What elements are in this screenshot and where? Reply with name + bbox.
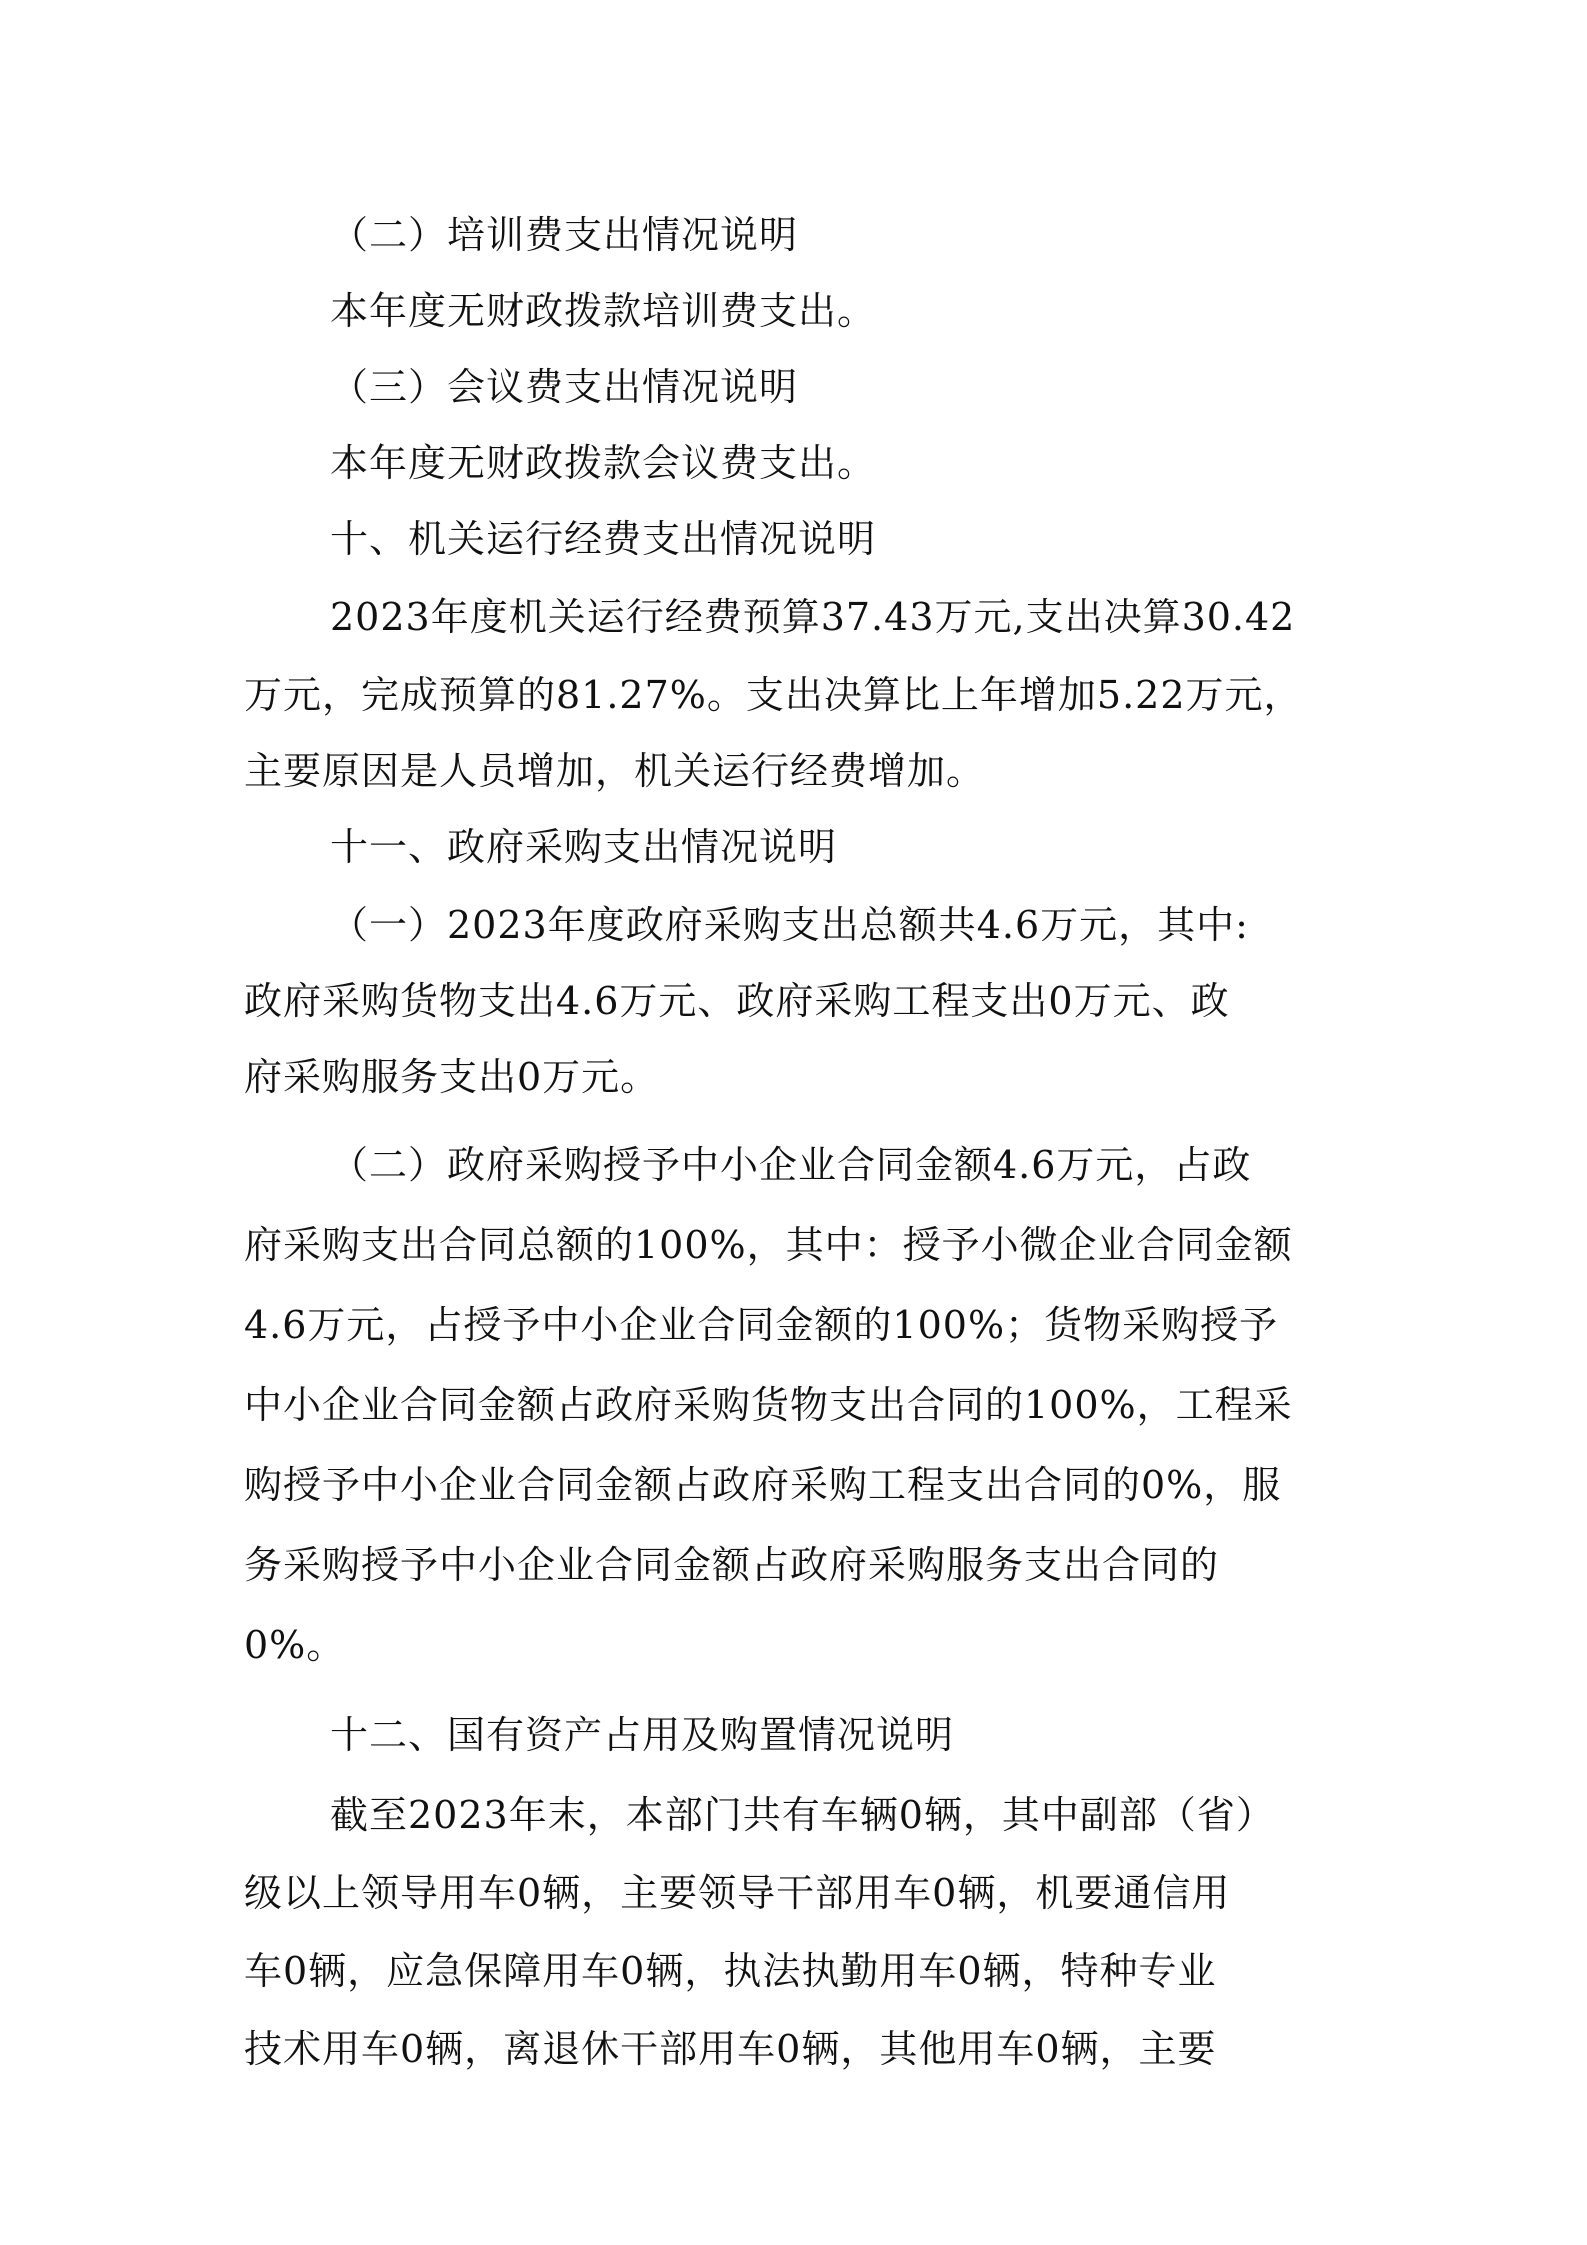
paragraph-operating-expense-line-2: 万元，完成预算的81.27%。支出决算比上年增加5.22万元， <box>244 673 1303 717</box>
paragraph-procurement-2-line-7: 0%。 <box>244 1623 346 1667</box>
paragraph-procurement-2-line-2: 府采购支出合同总额的100%，其中：授予小微企业合同金额 <box>244 1223 1293 1267</box>
subheading-meeting-fee: （三）会议费支出情况说明 <box>330 365 799 409</box>
paragraph-operating-expense-line-1: 2023年度机关运行经费预算37.43万元,支出决算30.42 <box>330 595 1296 639</box>
paragraph-assets-line-1: 截至2023年末，本部门共有车辆0辆，其中副部（省） <box>330 1793 1275 1837</box>
section-heading-12: 十二、国有资产占用及购置情况说明 <box>330 1713 955 1757</box>
paragraph-procurement-2-line-5: 购授予中小企业合同金额占政府采购工程支出合同的0%，服 <box>244 1463 1282 1507</box>
paragraph-assets-line-3: 车0辆，应急保障用车0辆，执法执勤用车0辆，特种专业 <box>244 1949 1217 1993</box>
paragraph-procurement-1-line-1: （一）2023年度政府采购支出总额共4.6万元，其中: <box>330 903 1249 947</box>
paragraph-meeting-fee: 本年度无财政拨款会议费支出。 <box>330 441 877 485</box>
section-heading-11: 十一、政府采购支出情况说明 <box>330 825 838 869</box>
paragraph-procurement-2-line-1: （二）政府采购授予中小企业合同金额4.6万元，占政 <box>330 1143 1252 1187</box>
paragraph-procurement-2-line-3: 4.6万元，占授予中小企业合同金额的100%；货物采购授予 <box>244 1303 1279 1347</box>
section-heading-10: 十、机关运行经费支出情况说明 <box>330 517 877 561</box>
paragraph-training-fee: 本年度无财政拨款培训费支出。 <box>330 289 877 333</box>
paragraph-assets-line-2: 级以上领导用车0辆，主要领导干部用车0辆，机要通信用 <box>244 1871 1231 1915</box>
paragraph-procurement-2-line-6: 务采购授予中小企业合同金额占政府采购服务支出合同的 <box>244 1543 1220 1587</box>
paragraph-assets-line-4: 技术用车0辆，离退休干部用车0辆，其他用车0辆，主要 <box>244 2027 1217 2071</box>
paragraph-procurement-1-line-2: 政府采购货物支出4.6万元、政府采购工程支出0万元、政 <box>244 979 1230 1023</box>
paragraph-procurement-2-line-4: 中小企业合同金额占政府采购货物支出合同的100%，工程采 <box>244 1383 1293 1427</box>
paragraph-procurement-1-line-3: 府采购服务支出0万元。 <box>244 1055 660 1099</box>
paragraph-operating-expense-line-3: 主要原因是人员增加，机关运行经费增加。 <box>244 749 986 793</box>
subheading-training-fee: （二）培训费支出情况说明 <box>330 213 799 257</box>
